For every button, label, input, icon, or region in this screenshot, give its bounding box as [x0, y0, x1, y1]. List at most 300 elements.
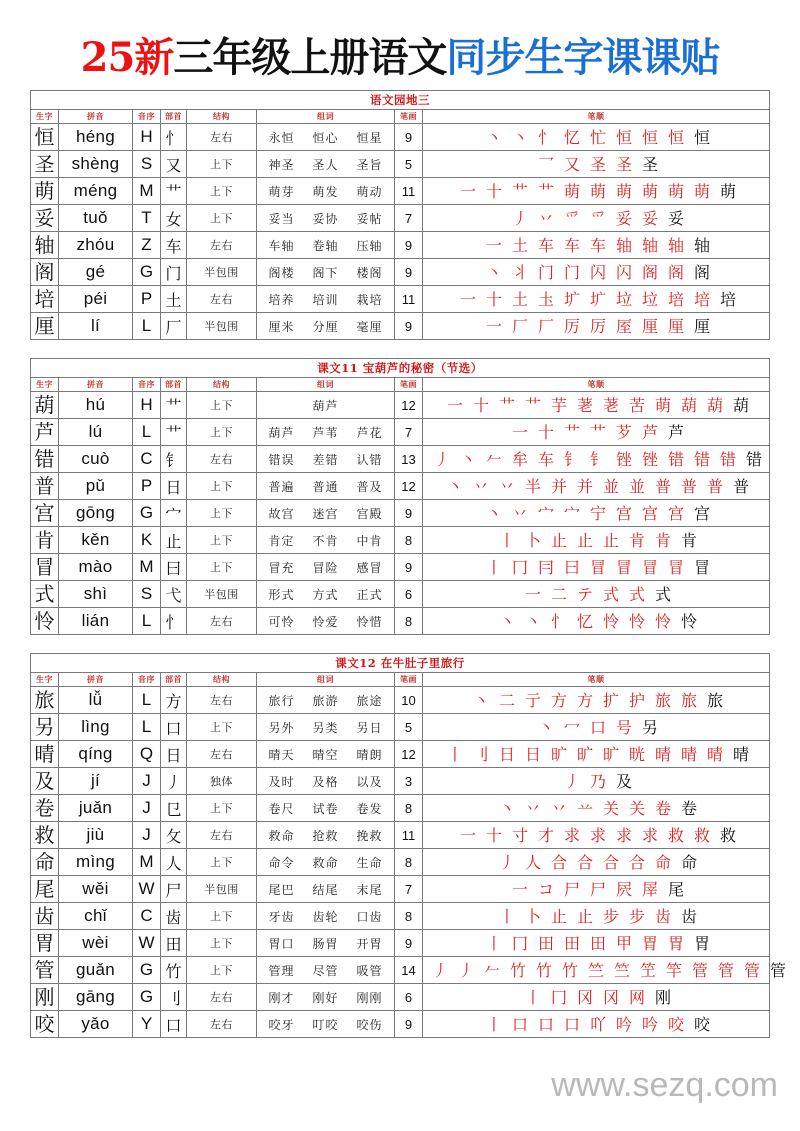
stroke-step: 普 — [680, 477, 697, 496]
stroke-step: 恒 — [615, 128, 632, 147]
stroke-step: 丶 — [537, 718, 554, 737]
cell-radical: 曰 — [161, 554, 187, 581]
stroke-step: 求 — [615, 826, 632, 845]
stroke-step: 普 — [732, 477, 749, 496]
stroke-step: 十 — [485, 826, 502, 845]
table-row — [31, 822, 770, 849]
cell-initial: W — [133, 876, 161, 903]
stroke-step: 吟 — [641, 1015, 658, 1034]
stroke-step: 阁 — [693, 263, 710, 282]
word-item: 萌芽 — [268, 184, 295, 199]
cell-initial: Y — [133, 1011, 161, 1038]
word-item: 末尾 — [356, 882, 383, 897]
word-item: 中肯 — [356, 533, 383, 548]
cell-words — [257, 849, 395, 876]
cell-words — [257, 768, 395, 795]
column-header-char: 生字 — [31, 110, 59, 124]
stroke-step: 竺 — [613, 961, 630, 980]
stroke-step: 圡 — [537, 290, 554, 309]
stroke-step: 合 — [602, 853, 619, 872]
word-item: 葫芦 — [312, 398, 339, 413]
cell-radical: 艹 — [161, 419, 187, 446]
stroke-step: 冒 — [641, 558, 658, 577]
column-header-initial: 音序 — [133, 110, 161, 124]
section-title: 课文12 在牛肚子里旅行 — [335, 656, 465, 670]
stroke-step: 尸 — [589, 880, 606, 899]
cell-structure: 上下 — [187, 473, 257, 500]
cell-radical: 攵 — [161, 822, 187, 849]
stroke-step: 萌 — [615, 182, 632, 201]
word-item: 尾巴 — [268, 882, 295, 897]
cell-words — [257, 741, 395, 768]
table-row — [31, 608, 770, 635]
stroke-step: 丨 — [485, 1015, 502, 1034]
table-row — [31, 687, 770, 714]
stroke-step: 轴 — [615, 236, 632, 255]
stroke-step: 胃 — [693, 934, 710, 953]
word-item: 命令 — [268, 855, 295, 870]
stroke-step: 并 — [576, 477, 593, 496]
stroke-step: 甲 — [615, 934, 632, 953]
stroke-step: 恒 — [693, 128, 710, 147]
word-item: 卷轴 — [312, 238, 339, 253]
cell-stroke-order — [423, 500, 770, 527]
stroke-step: 车 — [537, 450, 554, 469]
char-table-2 — [30, 358, 770, 635]
cell-stroke-count: 13 — [395, 446, 423, 473]
stroke-step: 网 — [628, 988, 645, 1007]
stroke-step: 怜 — [628, 612, 645, 631]
stroke-step: 闪 — [589, 263, 606, 282]
cell-words — [257, 930, 395, 957]
cell-radical: 竹 — [161, 957, 187, 984]
column-header-stroke-count: 笔画 — [395, 673, 423, 687]
word-item: 齿轮 — [312, 909, 339, 924]
stroke-step: 轴 — [667, 236, 684, 255]
stroke-step: コ — [537, 880, 554, 899]
section-header-row — [31, 359, 770, 378]
cell-initial: Z — [133, 232, 161, 259]
stroke-step: 田 — [563, 934, 580, 953]
word-item: 另日 — [356, 720, 383, 735]
stroke-step: 冂 — [550, 988, 567, 1007]
stroke-step: 爫 — [563, 209, 580, 228]
cell-structure: 上下 — [187, 500, 257, 527]
worksheet-body — [30, 90, 786, 1038]
stroke-step: 闪 — [615, 263, 632, 282]
stroke-step: 二 — [498, 691, 515, 710]
cell-pinyin: lǚ — [59, 687, 133, 714]
cell-stroke-count: 7 — [395, 205, 423, 232]
stroke-step: 冈 — [576, 988, 593, 1007]
stroke-step: 宀 — [563, 504, 580, 523]
stroke-step: 及 — [615, 772, 632, 791]
stroke-step: 十 — [485, 290, 502, 309]
cell-radical: 田 — [161, 930, 187, 957]
stroke-step: 田 — [537, 934, 554, 953]
cell-radical: 㔾 — [161, 795, 187, 822]
cell-words — [257, 419, 395, 446]
stroke-step: 管 — [717, 961, 734, 980]
cell-radical: 口 — [161, 1011, 187, 1038]
word-item: 及时 — [268, 774, 295, 789]
stroke-step: 艹 — [589, 423, 606, 442]
stroke-step: 丨 — [485, 934, 502, 953]
cell-structure: 左右 — [187, 822, 257, 849]
table-row — [31, 741, 770, 768]
stroke-step: 晄 — [628, 745, 645, 764]
table-row — [31, 151, 770, 178]
stroke-step: 吖 — [589, 1015, 606, 1034]
column-header-char: 生字 — [31, 673, 59, 687]
word-item: 刚才 — [268, 990, 295, 1005]
stroke-step: 葫 — [680, 396, 697, 415]
stroke-step: 冖 — [563, 718, 580, 737]
stroke-step: 止 — [576, 531, 593, 550]
word-item: 普及 — [356, 479, 383, 494]
stroke-step: 救 — [667, 826, 684, 845]
stroke-step: 爫 — [589, 209, 606, 228]
stroke-step: 乃 — [589, 772, 606, 791]
cell-words — [257, 259, 395, 286]
stroke-step: 丨 — [446, 745, 463, 764]
cell-radical: 车 — [161, 232, 187, 259]
stroke-step: 合 — [576, 853, 593, 872]
cell-structure: 上下 — [187, 714, 257, 741]
stroke-step: 一 — [511, 880, 528, 899]
cell-radical: 艹 — [161, 178, 187, 205]
cell-structure: 左右 — [187, 1011, 257, 1038]
cell-radical: 齿 — [161, 903, 187, 930]
cell-pinyin: gōng — [59, 500, 133, 527]
cell-words — [257, 984, 395, 1011]
cell-stroke-order — [423, 903, 770, 930]
stroke-step: 丶 — [485, 128, 502, 147]
cell-pinyin: shèng — [59, 151, 133, 178]
cell-stroke-order — [423, 741, 770, 768]
word-item: 车轴 — [268, 238, 295, 253]
stroke-step: 普 — [654, 477, 671, 496]
cell-stroke-order — [423, 473, 770, 500]
word-item: 正式 — [356, 587, 383, 602]
column-header-pinyin: 拼音 — [59, 378, 133, 392]
title-part-black: 三年级上册语文 — [173, 34, 447, 81]
cell-words — [257, 473, 395, 500]
cell-structure: 左右 — [187, 984, 257, 1011]
stroke-step: 咬 — [667, 1015, 684, 1034]
cell-structure: 上下 — [187, 930, 257, 957]
cell-structure: 左右 — [187, 741, 257, 768]
cell-char: 命 — [31, 849, 59, 876]
word-item: 故宫 — [268, 506, 295, 521]
cell-words — [257, 446, 395, 473]
stroke-step: 肯 — [654, 531, 671, 550]
stroke-step: 萌 — [641, 182, 658, 201]
stroke-step: 厔 — [615, 317, 632, 336]
title-part-red: 25新 — [80, 34, 174, 81]
cell-stroke-count: 7 — [395, 876, 423, 903]
cell-structure: 左右 — [187, 232, 257, 259]
stroke-step: 萌 — [654, 396, 671, 415]
cell-words — [257, 554, 395, 581]
word-item: 栽培 — [356, 292, 383, 307]
cell-stroke-order — [423, 957, 786, 984]
cell-stroke-count: 14 — [395, 957, 423, 984]
column-header-initial: 音序 — [133, 378, 161, 392]
cell-stroke-order — [423, 714, 770, 741]
stroke-step: 艹 — [537, 182, 554, 201]
cell-initial: M — [133, 554, 161, 581]
stroke-step: 丶 — [485, 504, 502, 523]
stroke-step: 圣 — [641, 155, 658, 174]
stroke-step: 並 — [628, 477, 645, 496]
stroke-step: 锉 — [641, 450, 658, 469]
stroke-step: 田 — [589, 934, 606, 953]
stroke-step: 钅 — [563, 450, 580, 469]
stroke-step: 旅 — [654, 691, 671, 710]
stroke-step: 旷 — [550, 745, 567, 764]
cell-stroke-order — [423, 822, 770, 849]
stroke-step: 一 — [524, 585, 541, 604]
stroke-step: 丷 — [472, 477, 489, 496]
stroke-step: 丿 — [563, 772, 580, 791]
cell-stroke-order — [423, 259, 770, 286]
cell-words — [257, 957, 395, 984]
word-item: 分厘 — [312, 319, 339, 334]
table-row — [31, 768, 770, 795]
stroke-step: 恒 — [641, 128, 658, 147]
stroke-step: 冈 — [602, 988, 619, 1007]
cell-pinyin: mào — [59, 554, 133, 581]
cell-initial: G — [133, 500, 161, 527]
cell-initial: M — [133, 849, 161, 876]
stroke-step: 苦 — [628, 396, 645, 415]
stroke-step: 艹 — [498, 396, 515, 415]
stroke-step: 号 — [615, 718, 632, 737]
cell-structure: 半包围 — [187, 581, 257, 608]
stroke-step: 又 — [563, 155, 580, 174]
word-item: 咬伤 — [356, 1017, 383, 1032]
stroke-step: 丶 — [485, 263, 502, 282]
stroke-step: 葫 — [706, 396, 723, 415]
stroke-step: 艹 — [511, 182, 528, 201]
stroke-step: 亍 — [524, 691, 541, 710]
cell-stroke-count: 9 — [395, 500, 423, 527]
cell-stroke-count: 8 — [395, 527, 423, 554]
word-item: 妥帖 — [356, 211, 383, 226]
cell-stroke-count: 3 — [395, 768, 423, 795]
stroke-step: 求 — [641, 826, 658, 845]
cell-stroke-order — [423, 232, 770, 259]
word-item: 冒充 — [268, 560, 295, 575]
stroke-step: 萌 — [693, 182, 710, 201]
column-header-stroke-order: 笔顺 — [423, 378, 770, 392]
table-row — [31, 232, 770, 259]
table-row — [31, 419, 770, 446]
cell-structure: 上下 — [187, 178, 257, 205]
stroke-step: 丶 — [511, 128, 528, 147]
word-item: 另类 — [312, 720, 339, 735]
cell-pinyin: hú — [59, 392, 133, 419]
cell-stroke-count: 11 — [395, 286, 423, 313]
cell-char: 齿 — [31, 903, 59, 930]
cell-stroke-order — [423, 1011, 770, 1038]
cell-initial: S — [133, 151, 161, 178]
word-item: 宫殿 — [356, 506, 383, 521]
word-item: 救命 — [268, 828, 295, 843]
cell-stroke-count: 11 — [395, 178, 423, 205]
stroke-step: 忄 — [537, 128, 554, 147]
column-header-stroke-order: 笔顺 — [423, 673, 770, 687]
stroke-step: 丷 — [524, 799, 541, 818]
cell-structure: 上下 — [187, 957, 257, 984]
word-item: 培训 — [312, 292, 339, 307]
stroke-step: 胃 — [667, 934, 684, 953]
cell-stroke-count: 12 — [395, 741, 423, 768]
section-title-cell — [31, 91, 770, 110]
cell-structure: 上下 — [187, 849, 257, 876]
stroke-step: 卷 — [654, 799, 671, 818]
word-item: 楼阁 — [356, 265, 383, 280]
stroke-step: 错 — [667, 450, 684, 469]
word-item: 妥当 — [268, 211, 295, 226]
table-row — [31, 903, 770, 930]
cell-initial: L — [133, 608, 161, 635]
cell-structure: 上下 — [187, 392, 257, 419]
word-item: 圣人 — [312, 157, 339, 172]
stroke-step: 忆 — [563, 128, 580, 147]
cell-structure: 上下 — [187, 419, 257, 446]
stroke-step: 圣 — [589, 155, 606, 174]
cell-words — [257, 687, 395, 714]
stroke-step: 竹 — [561, 961, 578, 980]
cell-radical: 忄 — [161, 608, 187, 635]
stroke-step: 日 — [524, 745, 541, 764]
cell-stroke-order — [423, 608, 770, 635]
cell-radical: 忄 — [161, 124, 187, 151]
word-item: 口齿 — [356, 909, 383, 924]
cell-words — [257, 232, 395, 259]
cell-pinyin: shì — [59, 581, 133, 608]
stroke-step: 萌 — [667, 182, 684, 201]
cell-pinyin: jiù — [59, 822, 133, 849]
cell-char: 管 — [31, 957, 59, 984]
stroke-step: 萌 — [589, 182, 606, 201]
cell-radical: 人 — [161, 849, 187, 876]
cell-radical: 又 — [161, 151, 187, 178]
stroke-step: 丿 — [457, 961, 474, 980]
word-item: 生命 — [356, 855, 383, 870]
stroke-step: 冃 — [537, 558, 554, 577]
stroke-step: 卜 — [524, 531, 541, 550]
cell-words — [257, 313, 395, 340]
section-header-row — [31, 654, 770, 673]
stroke-step: 厉 — [589, 317, 606, 336]
stroke-step: 培 — [693, 290, 710, 309]
stroke-step: 阁 — [641, 263, 658, 282]
stroke-step: 圹 — [563, 290, 580, 309]
cell-stroke-order — [423, 930, 770, 957]
table-row — [31, 581, 770, 608]
stroke-step: 垃 — [641, 290, 658, 309]
stroke-step: 车 — [589, 236, 606, 255]
cell-stroke-count: 9 — [395, 554, 423, 581]
stroke-step: 丿 — [433, 450, 450, 469]
cell-words — [257, 903, 395, 930]
cell-pinyin: qíng — [59, 741, 133, 768]
cell-words — [257, 124, 395, 151]
stroke-step: 刚 — [654, 988, 671, 1007]
stroke-step: 葫 — [732, 396, 749, 415]
stroke-step: 口 — [537, 1015, 554, 1034]
table-row — [31, 930, 770, 957]
cell-stroke-count: 9 — [395, 124, 423, 151]
column-header-words: 组词 — [257, 673, 395, 687]
cell-structure: 半包围 — [187, 876, 257, 903]
stroke-step: 关 — [602, 799, 619, 818]
table-row — [31, 286, 770, 313]
cell-char: 卷 — [31, 795, 59, 822]
stroke-step: 车 — [537, 236, 554, 255]
stroke-step: 艹 — [563, 423, 580, 442]
stroke-step: 忄 — [550, 612, 567, 631]
table-row — [31, 714, 770, 741]
stroke-step: 寸 — [511, 826, 528, 845]
stroke-step: 笁 — [639, 961, 656, 980]
column-header-stroke-order: 笔顺 — [423, 110, 770, 124]
cell-pinyin: kěn — [59, 527, 133, 554]
cell-stroke-order — [423, 446, 770, 473]
cell-stroke-count: 8 — [395, 608, 423, 635]
char-table-3 — [30, 653, 786, 1038]
table-row — [31, 205, 770, 232]
cell-initial: G — [133, 984, 161, 1011]
cell-stroke-count: 9 — [395, 1011, 423, 1038]
stroke-step: 命 — [654, 853, 671, 872]
word-item: 晴朗 — [356, 747, 383, 762]
stroke-step: 宫 — [667, 504, 684, 523]
stroke-step: 护 — [628, 691, 645, 710]
table-row — [31, 849, 770, 876]
stroke-step: 妥 — [615, 209, 632, 228]
stroke-step: 厉 — [563, 317, 580, 336]
word-item: 咬牙 — [268, 1017, 295, 1032]
stroke-step: 步 — [602, 907, 619, 926]
stroke-step: 垃 — [615, 290, 632, 309]
stroke-step: 扩 — [602, 691, 619, 710]
word-item: 冒险 — [312, 560, 339, 575]
stroke-step: 冂 — [511, 934, 528, 953]
stroke-step: 丶 — [472, 691, 489, 710]
cell-initial: K — [133, 527, 161, 554]
stroke-step: 晴 — [706, 745, 723, 764]
stroke-step: 培 — [667, 290, 684, 309]
cell-char: 冒 — [31, 554, 59, 581]
cell-stroke-order — [423, 687, 770, 714]
stroke-step: 求 — [563, 826, 580, 845]
stroke-step: 一 — [459, 826, 476, 845]
word-item: 晴空 — [312, 747, 339, 762]
column-header-row — [31, 378, 770, 392]
stroke-step: 妥 — [667, 209, 684, 228]
word-item: 挽救 — [356, 828, 383, 843]
word-item: 压轴 — [356, 238, 383, 253]
stroke-step: 厘 — [693, 317, 710, 336]
stroke-step: 晴 — [654, 745, 671, 764]
column-header-radical: 部首 — [161, 378, 187, 392]
column-header-pinyin: 拼音 — [59, 673, 133, 687]
stroke-step: 错 — [745, 450, 762, 469]
